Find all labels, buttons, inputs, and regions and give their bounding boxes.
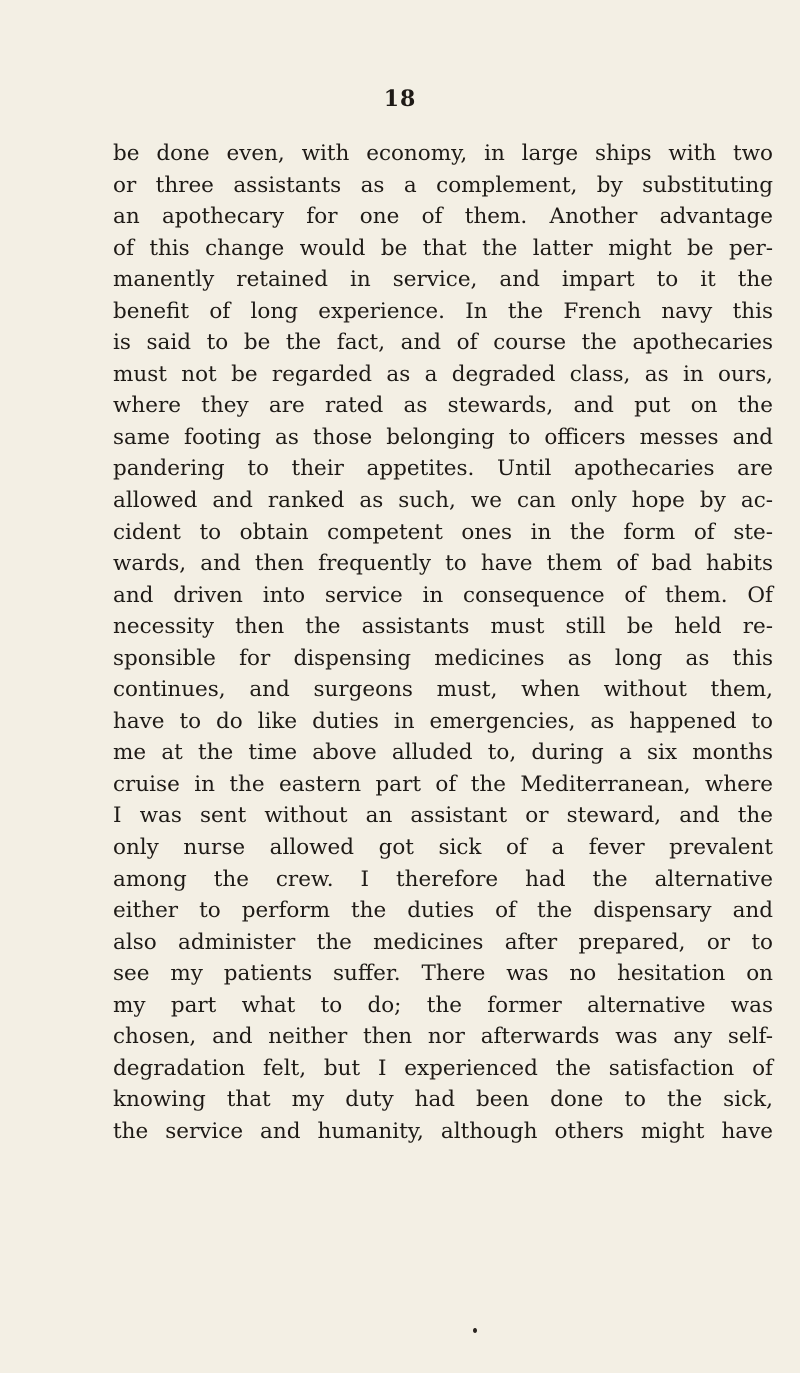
text-line: knowing that my duty had been done to the sick, [113, 1087, 773, 1113]
text-line: continues, and surgeons must, when without them, [113, 677, 773, 703]
text-line: I was sent without an assistant or steward, and the [113, 803, 773, 829]
text-line: necessity then the assistants must still be held re- [113, 614, 773, 640]
text-line: sponsible for dispensing medicines as long as this [113, 645, 773, 671]
text-line: benefit of long experience. In the French navy this [113, 298, 773, 324]
text-line: where they are rated as stewards, and put on the [113, 393, 773, 419]
text-line: the service and humanity, although others might have [113, 1118, 773, 1144]
text-line: among the crew. I therefore had the alternative [113, 866, 773, 892]
text-line: degradation felt, but I experienced the satisfaction of [113, 1055, 773, 1081]
text-line: allowed and ranked as such, we can only hope by ac- [113, 488, 773, 514]
text-line: manently retained in service, and impart to it the [113, 267, 773, 293]
text-line: only nurse allowed got sick of a fever prevalent [113, 835, 773, 861]
text-line: wards, and then frequently to have them of bad habits [113, 551, 773, 577]
text-line: of this change would be that the latter might be per- [113, 235, 773, 261]
text-line: also administer the medicines after prepared, or to [113, 929, 773, 955]
text-line: have to do like duties in emergencies, as happened to [113, 708, 773, 734]
text-line: and driven into service in consequence of them. Of [113, 582, 773, 608]
text-line: cident to obtain competent ones in the form of ste- [113, 519, 773, 545]
text-line: be done even, with economy, in large ships with two [113, 141, 773, 166]
text-line: chosen, and neither then nor afterwards was any self- [113, 1024, 773, 1050]
page-number: 18 [383, 86, 417, 112]
text-line: must not be regarded as a degraded class, as in ours, [113, 361, 773, 387]
text-line: cruise in the eastern part of the Mediterranean, where [113, 771, 773, 797]
body-text [113, 138, 773, 1148]
text-line: an apothecary for one of them. Another advantage [113, 204, 773, 230]
signature-mark [473, 1328, 477, 1333]
text-line: pandering to their appetites. Until apothecaries are [113, 456, 773, 482]
text-line: see my patients suffer. There was no hesitation on [113, 961, 773, 987]
text-line: or three assistants as a complement, by substituting [113, 172, 773, 198]
text-line: my part what to do; the former alternative was [113, 992, 773, 1018]
text-line: is said to be the fact, and of course the apothecaries [113, 330, 773, 356]
text-line: me at the time above alluded to, during a six months [113, 740, 773, 766]
text-line: either to perform the duties of the dispensary and [113, 898, 773, 924]
text-line: same footing as those belonging to officers messes and [113, 424, 773, 450]
